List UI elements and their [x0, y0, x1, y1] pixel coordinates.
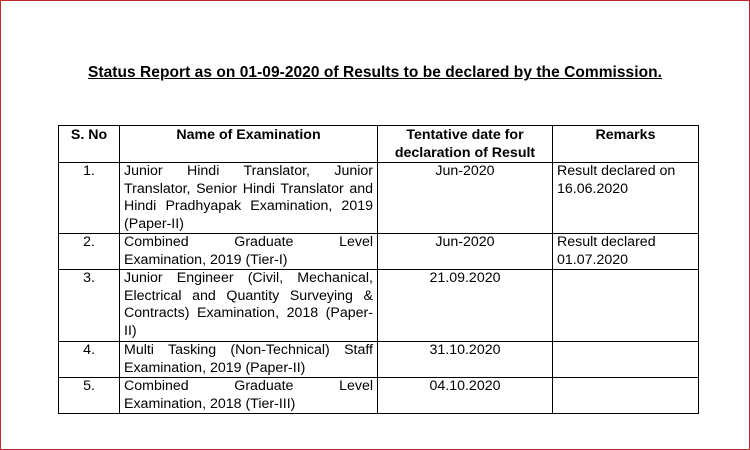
table-row	[59, 163, 699, 234]
cell-sno: 4.	[59, 342, 120, 378]
cell-sno: 3.	[59, 270, 120, 342]
cell-date: 04.10.2020	[378, 378, 553, 414]
cell-date: Jun-2020	[378, 163, 553, 234]
cell-remarks	[553, 378, 699, 414]
cell-remarks	[553, 270, 699, 342]
cell-date: Jun-2020	[378, 234, 553, 270]
table-row	[59, 342, 699, 378]
cell-exam-name: Multi Tasking (Non-Technical) Staff Examination, 2019 (Paper-II)	[120, 342, 378, 378]
header-date: Tentative date for declaration of Result	[378, 126, 553, 163]
table-row	[59, 234, 699, 270]
header-name: Name of Examination	[120, 126, 378, 163]
cell-exam-name: Combined Graduate Level Examination, 2019 (Tier-I)	[120, 234, 378, 270]
cell-exam-name: Junior Engineer (Civil, Mechanical, Electrical and Quantity Surveying & Contracts) Examination, 2018 (Paper-II)	[120, 270, 378, 342]
status-table	[58, 125, 699, 414]
cell-sno: 1.	[59, 163, 120, 234]
table-row	[59, 378, 699, 414]
cell-remarks: Result declared on 16.06.2020	[553, 163, 699, 234]
cell-exam-name: Combined Graduate Level Examination, 2018 (Tier-III)	[120, 378, 378, 414]
table-row	[59, 270, 699, 342]
cell-exam-name: Junior Hindi Translator, Junior Translator, Senior Hindi Translator and Hindi Pradhyapak Examination, 2019 (Paper-II)	[120, 163, 378, 234]
header-remarks: Remarks	[553, 126, 699, 163]
table-header-row	[59, 126, 699, 163]
cell-date: 31.10.2020	[378, 342, 553, 378]
cell-sno: 2.	[59, 234, 120, 270]
cell-remarks	[553, 342, 699, 378]
cell-sno: 5.	[59, 378, 120, 414]
page-title: Status Report as on 01-09-2020 of Results to be declared by the Commission.	[88, 64, 662, 81]
cell-date: 21.09.2020	[378, 270, 553, 342]
cell-remarks: Result declared 01.07.2020	[553, 234, 699, 270]
header-sno: S. No	[59, 126, 120, 163]
